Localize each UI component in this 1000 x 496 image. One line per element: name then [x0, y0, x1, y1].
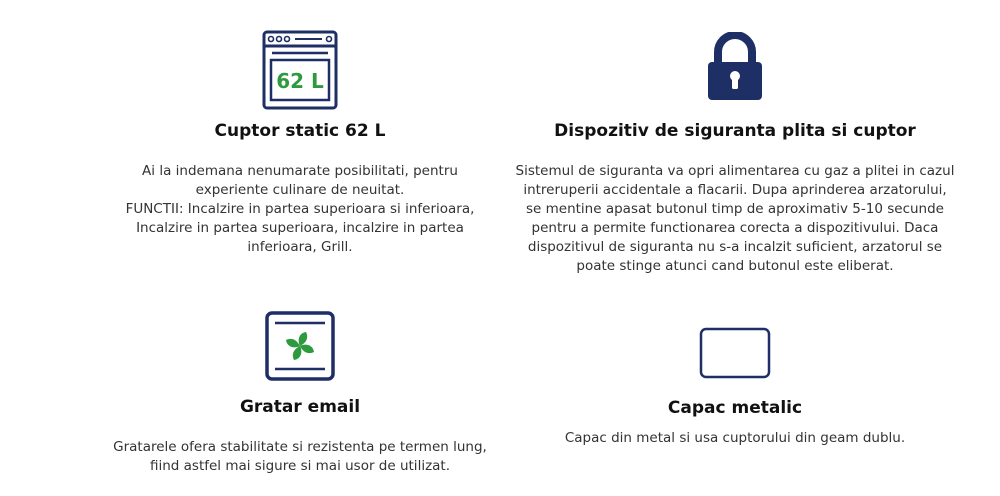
feature-safety-device — [510, 30, 960, 276]
lock-icon — [705, 32, 765, 102]
feature-description: Ai la indemana nenumarate posibilitati, pentru experiente culinare de neuitat. FUNCTII: Incalzire in partea superioara si inferioara, Incalzire in partea superioara, incalzire in partea inferioara, Grill. — [125, 163, 475, 255]
feature-description: Sistemul de siguranta va opri alimentarea cu gaz a plitei in cazul intreruperii accidentale a flacarii. Dupa aprinderea arzatorului, se mentine apasat butonul timp de aproximativ 5-10 secunde pentru a permite functionarea corecta a dispozitivului. Daca dispozitivul de siguranta nu s-a incalzit suficient, arzatorul se poate stinge atunci cand butonul este eliberat. — [515, 163, 955, 274]
feature-metal-lid — [510, 327, 960, 448]
oven-capacity-label: 62 L — [276, 69, 324, 93]
feature-title: Cuptor static 62 L — [214, 121, 386, 141]
lid-icon — [699, 327, 771, 379]
feature-description: Gratarele ofera stabilitate si rezistenta pe termen lung, fiind astfel mai sigure si mai usor de utilizat. — [113, 439, 487, 474]
feature-enamel-grate — [100, 311, 500, 476]
oven-icon — [262, 30, 338, 110]
feature-description: Capac din metal si usa cuptorului din geam dublu. — [564, 430, 906, 446]
feature-title: Gratar email — [239, 397, 361, 417]
feature-title: Capac metalic — [667, 398, 803, 418]
oven-fan-icon — [265, 311, 335, 381]
feature-oven-capacity — [100, 30, 500, 257]
feature-title: Dispozitiv de siguranta plita si cuptor — [554, 121, 916, 141]
